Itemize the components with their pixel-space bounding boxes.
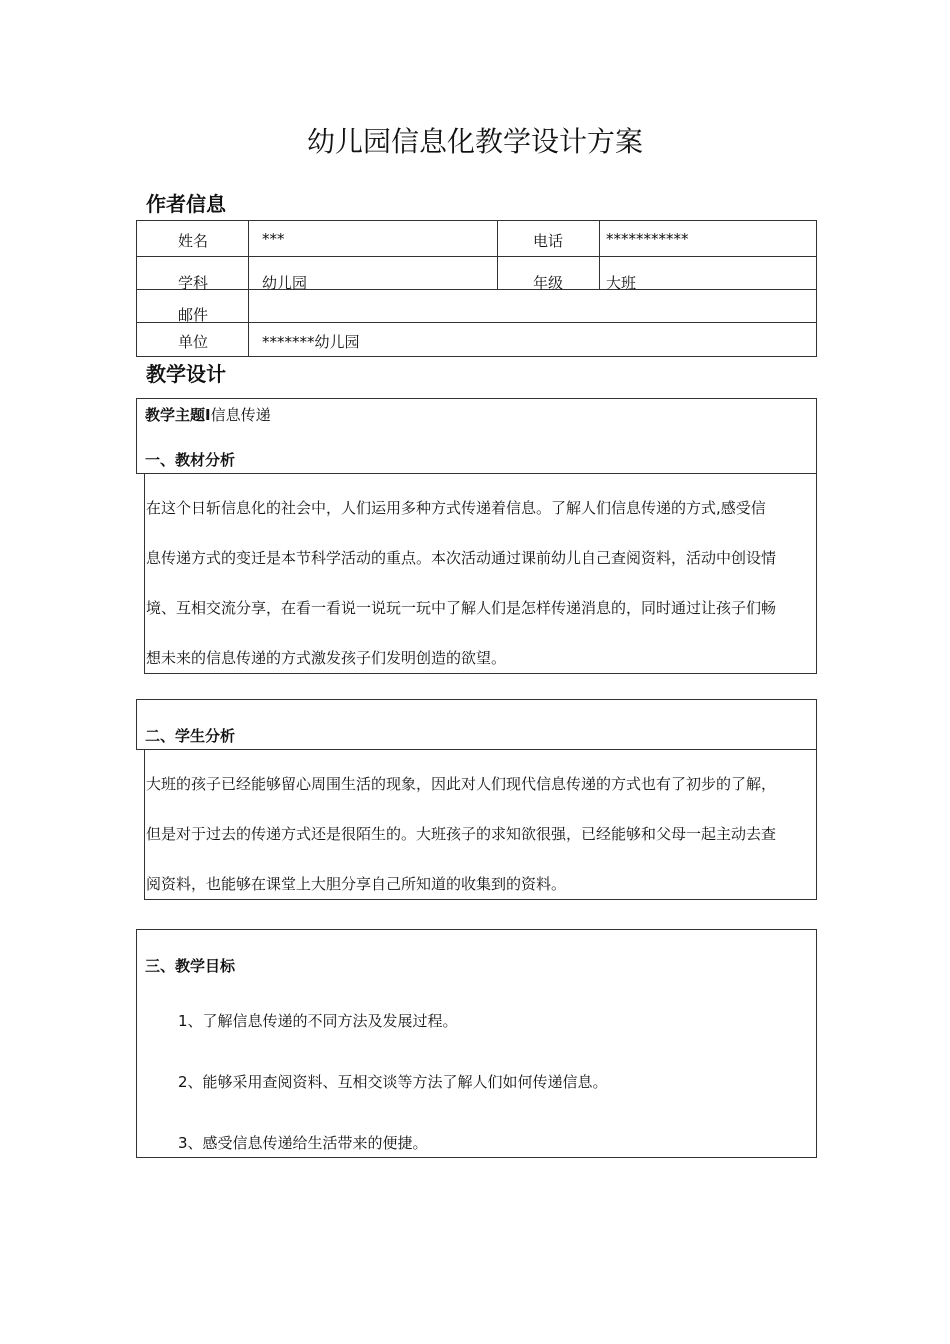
material-line: 想未来的信息传递的方式激发孩子们发明创造的欲望。 — [146, 649, 507, 667]
teaching-goals-box — [136, 929, 817, 1158]
goal-item: 1、了解信息传递的不同方法及发展过程。 — [178, 1012, 458, 1030]
unit-label: 单位 — [178, 333, 209, 351]
phone-value: *********** — [606, 230, 689, 248]
teaching-design-heading: 教学设计 — [146, 362, 226, 386]
topic-label: 教学主题Ⅰ — [145, 406, 211, 424]
unit-value: *******幼儿园 — [262, 333, 360, 351]
student-analysis-heading: 二、学生分析 — [145, 727, 236, 745]
table-divider — [497, 220, 498, 289]
student-analysis-text — [146, 759, 816, 909]
student-line: 但是对于过去的传递方式还是很陌生的。大班孩子的求知欲很强，已经能够和父母一起主动去查 — [146, 825, 777, 843]
material-line: 息传递方式的变迁是本节科学活动的重点。本次活动通过课前幼儿自己查阅资料，活动中创设情 — [146, 549, 777, 567]
table-divider — [136, 256, 817, 257]
subject-value: 幼儿园 — [262, 274, 308, 292]
name-label: 姓名 — [178, 232, 209, 250]
table-divider — [136, 289, 817, 290]
grade-value: 大班 — [606, 274, 637, 292]
material-analysis-heading: 一、教材分析 — [145, 451, 236, 469]
email-label: 邮件 — [178, 306, 209, 324]
document-title: 幼儿园信息化教学设计方案 — [306, 125, 643, 158]
goal-item: 2、能够采用查阅资料、互相交谈等方法了解人们如何传递信息。 — [178, 1073, 608, 1091]
material-line: 境、互相交流分享，在看一看说一说玩一玩中了解人们是怎样传递消息的，同时通过让孩子们畅 — [146, 599, 777, 617]
subject-label: 学科 — [178, 274, 209, 292]
phone-label: 电话 — [533, 232, 564, 250]
topic-line — [145, 404, 271, 425]
student-line: 阅资料，也能够在课堂上大胆分享自己所知道的收集到的资料。 — [146, 875, 567, 893]
goal-item: 3、感受信息传递给生活带来的便捷。 — [178, 1134, 428, 1152]
table-divider — [248, 220, 249, 357]
author-info-heading: 作者信息 — [146, 192, 226, 216]
student-line: 大班的孩子已经能够留心周围生活的现象，因此对人们现代信息传递的方式也有了初步的了解， — [146, 775, 777, 793]
student-analysis-header-box — [136, 699, 817, 750]
grade-label: 年级 — [533, 274, 564, 292]
table-divider — [136, 322, 817, 323]
table-divider — [599, 220, 600, 289]
material-analysis-text — [146, 483, 816, 683]
material-line: 在这个日斩信息化的社会中，人们运用多种方式传递着信息。了解人们信息传递的方式,感受信 — [146, 499, 766, 517]
topic-value: 信息传递 — [210, 406, 271, 424]
name-value: *** — [262, 230, 285, 248]
teaching-goals-heading: 三、教学目标 — [145, 957, 236, 975]
